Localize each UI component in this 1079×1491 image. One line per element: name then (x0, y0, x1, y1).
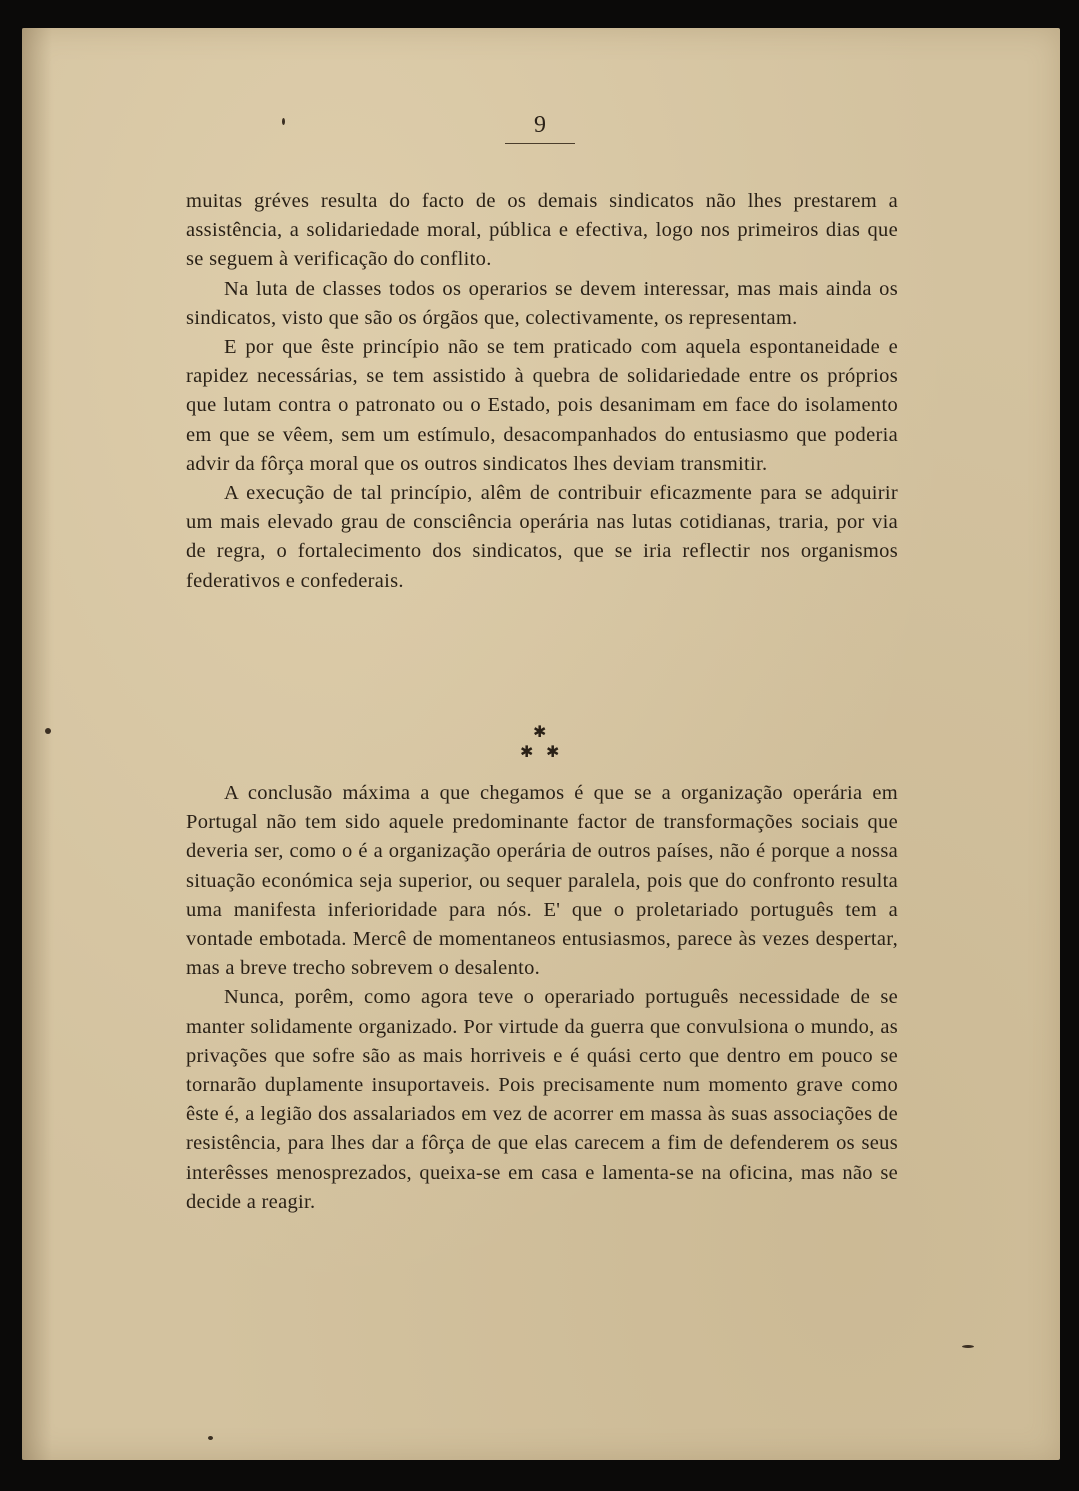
paragraph: E por que êste princípio não se tem praticado com aquela espontaneidade e rapidez necessárias, se tem assistido à quebra de solidariedade entre os próprios que lutam contra o patronato ou o Estado, pois desanimam em face do isolamento em que se vêem, sem um estímulo, desacompanhados do entusiasmo que poderia advir da fôrça moral que os outros sindicatos lhes deviam transmitir. (186, 336, 898, 475)
paragraph: muitas gréves resulta do facto de os demais sindicatos não lhes prestarem a assistência, a solidariedade moral, pública e efectiva, logo nos primeiros dias que se seguem à verificação do conflito. (186, 190, 898, 271)
page-binding-shadow (22, 28, 52, 1460)
paragraph: Nunca, porêm, como agora teve o operariado português necessidade de se manter solidamente organizado. Por virtude da guerra que convulsiona o mundo, as privações que sofre são as mais horriveis e é quási certo que dentro em pouco se tornarão duplamente insuportaveis. Pois precisamente num momento grave como êste é, a legião dos assalariados em vez de acorrer em massa às suas associações de resistência, para lhes dar a fôrça de que elas carecem a fim de defenderem os seus interêsses menosprezados, queixa-se em casa e lamenta-se na oficina, mas não se decide a reagir. (186, 986, 898, 1213)
asterism-star: ✱ (533, 724, 547, 741)
ink-speck (282, 118, 285, 125)
ink-speck (45, 728, 51, 734)
paragraph: A execução de tal princípio, alêm de contribuir eficazmente para se adquirir um mais elevado grau de consciência operária nas lutas cotidianas, traria, por via de regra, o fortalecimento dos sindicatos, que se iria reflectir nos organismos federativos e confederais. (186, 482, 898, 592)
page-number-rule (505, 143, 575, 144)
asterism-star: ✱ (520, 744, 534, 761)
paragraph: Na luta de classes todos os operarios se devem interessar, mas mais ainda os sindicatos, visto que são os órgãos que, colectivamente, os representam. (186, 277, 898, 329)
text-block-bottom (186, 779, 898, 1217)
ink-speck (962, 1345, 974, 1348)
asterism-star: ✱ (546, 744, 560, 761)
text-block-top (186, 187, 898, 596)
paragraph: A conclusão máxima a que chegamos é que se a organização operária em Portugal não tem sido aquele predominante factor de transformações sociais que deveria ser, como o é a organização operária de outros países, não é porque a nossa situação económica seja superior, ou sequer paralela, pois que do confronto resulta uma manifesta inferioridade para nós. E' que o proletariado português tem a vontade embotada. Mercê de momentaneos entusiasmos, parece às vezes despertar, mas a breve trecho sobrevem o desalento. (186, 782, 898, 980)
section-asterism (508, 722, 568, 766)
page-number: 9 (534, 112, 546, 138)
ink-speck (208, 1436, 213, 1440)
